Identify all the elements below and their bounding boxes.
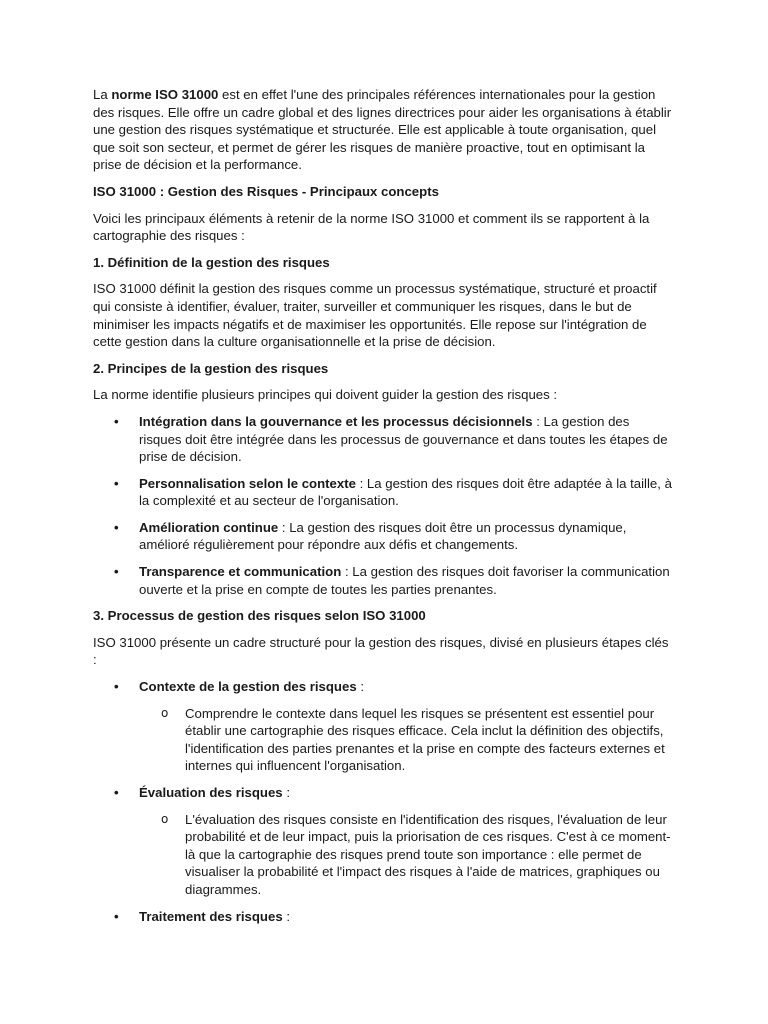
list-item <box>93 563 675 598</box>
sub-list <box>139 705 675 775</box>
list-item-text: : <box>282 908 290 924</box>
principles-list <box>93 413 675 598</box>
section2-text: La norme identifie plusieurs principes qui doivent guider la gestion des risques : <box>93 387 558 403</box>
sub-list-item <box>139 705 675 775</box>
section1-title: 1. Définition de la gestion des risques <box>93 254 330 270</box>
intro-bold-term: norme ISO 31000 <box>111 87 219 102</box>
sub-list-text: L'évaluation des risques consiste en l'identification des risques, l'évaluation de leur probabilité et de leur impact, puis la priorisation de ces risques. C'est à ce moment-là que la cartographie des risques prend toute son importance : elle permet de visualiser la probabilité et l'impact des risques à l'aide de matrices, graphiques ou diagrammes. <box>185 811 671 897</box>
process-list <box>93 678 675 925</box>
sub-list-text: Comprendre le contexte dans lequel les risques se présentent est essentiel pour établir une cartographie des risques efficace. Cela inclut la définition des objectifs, l'identification des parties prenantes et la prise en compte des facteurs externes et internes qui influencent l'organisation. <box>185 705 665 774</box>
list-item <box>93 678 675 775</box>
list-item-bold: Traitement des risques <box>139 908 283 924</box>
bullet-icon: • <box>114 413 119 429</box>
list-item-text: : La gestion des risques doit favoriser la communication ouverte et la prise en compte de toutes les parties prenantes. <box>139 564 670 597</box>
list-item-bold: Contexte de la gestion des risques <box>139 679 357 695</box>
section1-text: ISO 31000 définit la gestion des risques comme un processus systématique, structuré et proactif qui consiste à identifier, évaluer, traiter, surveiller et communiquer les risques, dans le but de minimiser les impacts négatifs et de maximiser les opportunités. Elle repose sur l'intégration de cette gestion dans la culture organisationnelle et la prise de décision. <box>93 281 657 350</box>
bullet-icon: • <box>114 908 119 924</box>
circle-bullet-icon: o <box>161 705 169 720</box>
document-page <box>93 86 675 934</box>
list-item-text: : <box>282 785 290 800</box>
lead-paragraph: Voici les principaux éléments à retenir de la norme ISO 31000 et comment ils se rapportent à la cartographie des risques : <box>93 210 650 244</box>
bullet-icon: • <box>114 785 119 800</box>
section2-title: 2. Principes de la gestion des risques <box>93 360 329 376</box>
list-item-bold: Transparence et communication <box>139 564 342 580</box>
list-item <box>93 475 675 510</box>
list-item-text: : La gestion des risques doit être intégrée dans les processus de gouvernance et dans toutes les étapes de prise de décision. <box>139 413 668 465</box>
main-title: ISO 31000 : Gestion des Risques - Principaux concepts <box>93 183 439 199</box>
sub-list <box>139 811 675 899</box>
list-item <box>93 519 675 554</box>
list-item-bold: Intégration dans la gouvernance et les processus décisionnels <box>139 413 533 429</box>
list-item-text: : <box>356 679 364 695</box>
bullet-icon: • <box>114 679 119 695</box>
sub-list-item <box>139 811 675 899</box>
list-item-bold: Personnalisation selon le contexte <box>139 475 356 491</box>
section3-text: ISO 31000 présente un cadre structuré pour la gestion des risques, divisé en plusieurs étapes clés : <box>93 634 669 668</box>
list-item <box>93 784 675 899</box>
section3-title: 3. Processus de gestion des risques selon ISO 31000 <box>93 608 426 624</box>
intro-paragraph <box>93 86 675 174</box>
bullet-icon: • <box>114 564 119 580</box>
list-item <box>93 908 675 926</box>
list-item <box>93 413 675 466</box>
circle-bullet-icon: o <box>161 811 169 826</box>
list-item-bold: Évaluation des risques <box>139 785 283 800</box>
list-item-text: : La gestion des risques doit être adaptée à la taille, à la complexité et au secteur de l'organisation. <box>139 475 672 509</box>
bullet-icon: • <box>114 519 119 535</box>
bullet-icon: • <box>114 475 119 491</box>
list-item-text: : La gestion des risques doit être un processus dynamique, amélioré régulièrement pour répondre aux défis et changements. <box>139 519 627 553</box>
list-item-bold: Amélioration continue <box>139 519 279 535</box>
intro-pre: La <box>93 87 112 102</box>
intro-post: est en effet l'une des principales références internationales pour la gestion des risques. Elle offre un cadre global et des lignes directrices pour aider les organisations à établir une gestion des risques systématique et structurée. Elle est applicable à toute organisation, quel que soit son secteur, et permet de gérer les risques de manière proactive, tout en optimisant la prise de décision et la performance. <box>93 87 672 173</box>
